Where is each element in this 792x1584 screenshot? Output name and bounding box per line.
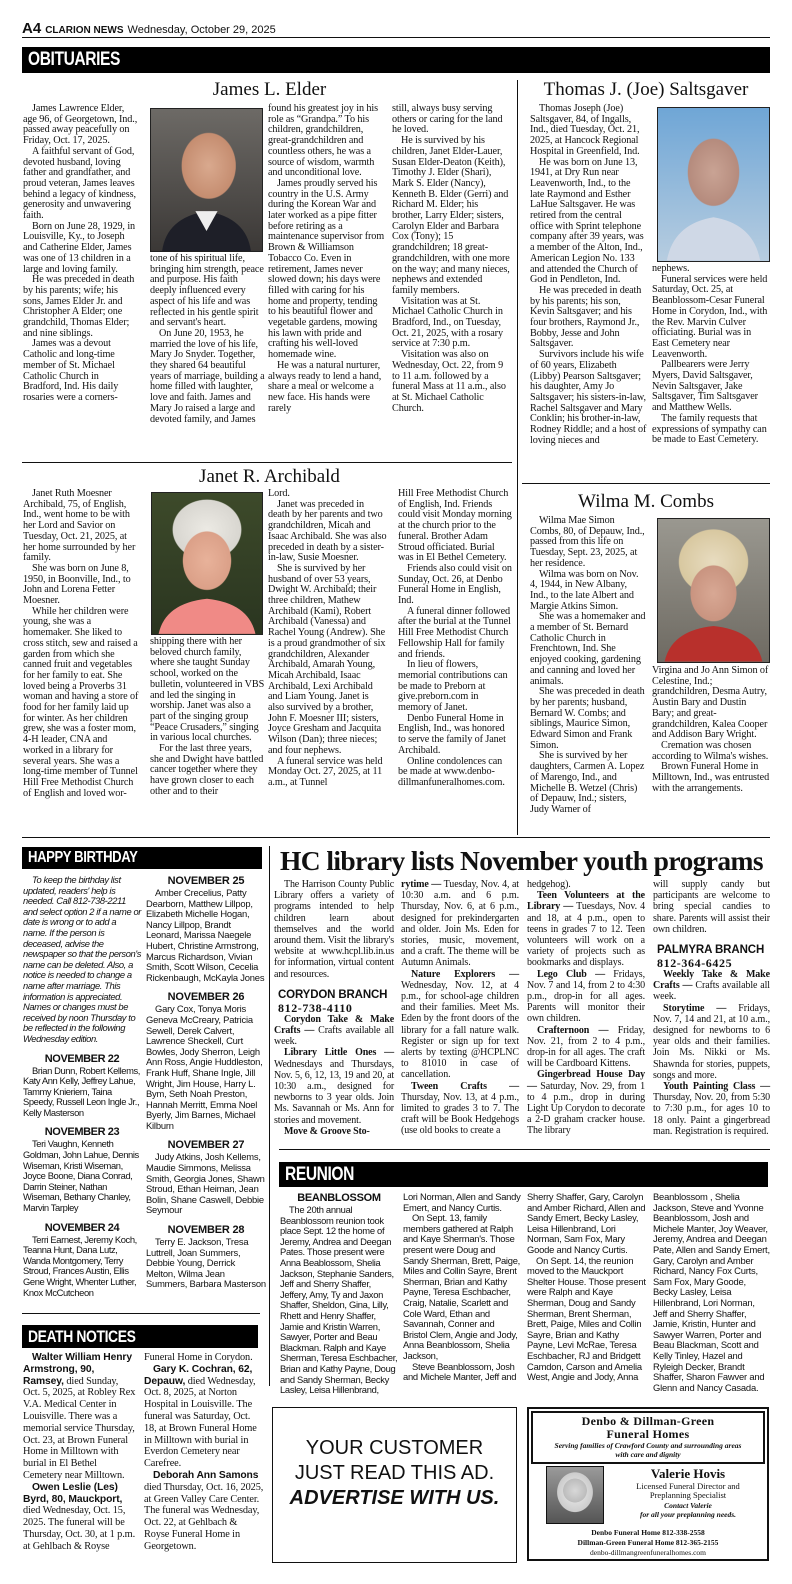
entry-text: died Thursday, Oct. 16, 2025, at Green Valley Care Center. The funeral was Wednesday, Oct. 22, at Gehlbach & Royse Funeral Home in Georgetown. bbox=[144, 1481, 264, 1552]
ad-phone-1: Denbo Funeral Home 812-338-2558 bbox=[591, 1528, 705, 1537]
entry-lead: Gingerbread House Day — bbox=[527, 1069, 645, 1092]
entry bbox=[653, 1081, 770, 1137]
date-group bbox=[146, 991, 266, 1131]
paragraph: Survivors include his wife of 60 years, Elizabeth (Libby) Pearson Saltsgaver; his daughter, Amy Jo Saltsgaver; his sisters-in-law, Rachel Saltsgaver and Mary Conklin; his brother-in-law, Rodney Riddle; and a host of loving nieces and bbox=[530, 349, 647, 446]
page-number: A4 bbox=[22, 20, 42, 37]
entry-lead: Teen Volunteers at the Library — bbox=[527, 890, 645, 913]
entry bbox=[401, 969, 519, 1081]
entry bbox=[23, 1482, 136, 1553]
funeral-home-advertisement[interactable] bbox=[527, 1407, 769, 1561]
birthday-column bbox=[23, 875, 141, 1306]
paragraph: A faithful servant of God, devoted husband, loving father and grandfather, and proud veteran, James leaves behind a legacy of kindness, generosity and unwavering faith. bbox=[23, 145, 136, 222]
obit-column bbox=[398, 489, 512, 789]
obit-column bbox=[150, 637, 267, 798]
paragraph: James was a devout Catholic and long-time member of St. Michael Catholic Church in Bradford, Ind. His daily rosaries were a corners- bbox=[23, 338, 119, 403]
entry-text: Friday, Nov. 21, from 2 to 4 p.m., drop-in for all ages. The craft will be Cardboard Kittens. bbox=[527, 1024, 645, 1070]
reunion-heading: REUNION bbox=[285, 1164, 354, 1185]
entry bbox=[401, 1081, 519, 1137]
obit-column bbox=[530, 516, 647, 816]
ad-line-3: ADVERTISE WITH US. bbox=[289, 1487, 500, 1509]
header-rule bbox=[22, 37, 770, 38]
entry-text: Thursday, Nov. 13, at 4 p.m., limited to grades 3 to 7. The craft will be Book Hedgehogs (use old books to create a bbox=[401, 1091, 519, 1137]
ad-contact-2: for all your preplanning needs. bbox=[639, 1510, 737, 1519]
entry-lead: Storytime — bbox=[663, 1002, 727, 1014]
entry bbox=[144, 1364, 264, 1470]
ad-phone-2: Dillman-Green Funeral Home 812-365-2155 bbox=[577, 1538, 719, 1547]
entry bbox=[401, 879, 519, 969]
paragraph: Hill Free Methodist Church of English, Ind. Friends could visit Monday morning at the church prior to the funeral. Brother Adam Stroud officiated. Burial was in El Bethel Cemetery. bbox=[398, 488, 512, 564]
death-notices-heading: DEATH NOTICES bbox=[28, 1327, 136, 1346]
entry-lead: Gary K. Cochran, 62, Depauw, bbox=[144, 1363, 253, 1387]
entry-lead: Crafternoon — bbox=[537, 1024, 609, 1036]
page-header bbox=[22, 20, 770, 37]
paper-name: CLARION NEWS bbox=[45, 25, 124, 36]
entry bbox=[527, 1025, 645, 1070]
paragraph: For the last three years, she and Dwight have battled cancer together where they have grown closer to each other and to their bbox=[150, 743, 264, 797]
entry bbox=[653, 1003, 770, 1081]
entry bbox=[274, 1126, 394, 1137]
section-rule bbox=[22, 1313, 260, 1314]
paragraph: still, always busy serving others or caring for the land he loved. bbox=[392, 103, 503, 136]
entry-text: Wednesdays and Thursdays, Nov. 5, 6, 12, 13, 19 and 20, at 10:30 a.m., designed for newborns to 3 year olds. Join Ms. Savannah or Ms. Ann for stories and movement. bbox=[274, 1058, 394, 1126]
branch-phone: 812-364-6425 bbox=[657, 956, 733, 971]
ad-title-2: Funeral Homes bbox=[606, 1427, 690, 1441]
date-group bbox=[23, 1126, 141, 1213]
entry-lead: Corydon Take & Make Crafts — bbox=[274, 1013, 394, 1037]
paragraph: Funeral services were held Saturday, Oct. 25, at Beanblossom-Cesar Funeral Home in Corydon, Ind., with the Rev. Marvin Culver officiating. Burial was in East Cemetery near Leavenworth. bbox=[652, 273, 768, 360]
happy-birthday-banner bbox=[22, 847, 262, 869]
paragraph: Pallbearers were Jerry Myers, David Saltsgaver, Nevin Saltsgaver, Jake Saltsgaver, Tim Saltsgaver and Matthew Wells. bbox=[652, 359, 758, 414]
reunion-column bbox=[280, 1192, 398, 1396]
paragraph: Steve Beanblossom, Josh and Michele Manter, Jeff and bbox=[403, 1360, 517, 1383]
names-list: Terri Earnest, Jeremy Koch, Teanna Hunt, Dana Lutz, Wanda Montgomery, Terry Stroud, Frances Austin, Ellis Gene Wright, Whenter Luther, Knox McCutcheon bbox=[23, 1233, 137, 1298]
birthday-instructions: To keep the birthday list updated, readers' help is needed. Call 812-738-2211 and select option 2 if a name or date is wrong or to add a name. If the person is deceased, advise the newspaper so that the person's name can be deleted. Also, a notice is needed to change a name after marriage. This information is appreciated. Names or changes must be received by noon Thursday to be reflected in the following Wednesday edition. bbox=[23, 874, 142, 1044]
entry-lead: Weekly Take & Make Crafts — bbox=[653, 969, 770, 992]
obit-photo-janet-archibald bbox=[151, 492, 263, 635]
obit-photo-wilma-combs bbox=[657, 518, 770, 663]
group-heading: NOVEMBER 24 bbox=[44, 1221, 120, 1234]
section-rule bbox=[22, 462, 512, 463]
paragraph: A funeral dinner followed after the burial at the Tunnel Hill Free Methodist Church Fellowship Hall for family and friends. bbox=[398, 605, 511, 660]
library-column bbox=[274, 879, 394, 1137]
obit-photo-thomas-saltsgaver bbox=[657, 107, 770, 262]
paragraph: She was preceded in death by her parents; husband, Bernard W. Combs; and siblings, Maurice Simon, Edward Simon and Frank Simon. bbox=[530, 686, 645, 751]
obit-title: Thomas J. (Joe) Saltsgaver bbox=[543, 79, 749, 100]
obit-column bbox=[23, 489, 139, 799]
section-rule bbox=[22, 837, 770, 838]
paragraph: tone of his spiritual life, bringing him strength, peace and purpose. His faith deeply influenced every aspect of his life and was reflected in his gentle spirit and servant's heart. bbox=[150, 253, 264, 329]
paragraph: Friends also could visit on Sunday, Oct. 26, at Denbo Funeral Home in English, Ind. bbox=[398, 562, 512, 607]
obituaries-banner bbox=[22, 47, 770, 73]
section-rule bbox=[279, 1149, 770, 1150]
entry-lead: Walter William Henry Armstrong, 90, Ramsey, bbox=[23, 1352, 132, 1387]
paragraph: She is survived by her husband of over 53 years, Dwight W. Archibald; their three children, Mathew Archibald (Kami), Robert Archibald (Vanessa) and Rachel Young (Andrew). She is a proud grandmother of six grandchildren, Alexander Archibald, Amarah Young, Micah Archibald, Isaac Archibald, Lexi Archibald and Liam Young. Janet is also survived by a brother, John F. Moesner III; sisters, Joyce Gresham and Jacquita Wilson (Dan); three nieces; and four nephews. bbox=[268, 562, 386, 756]
entry-text: died Wednesday, Oct. 8, 2025, at Norton Hospital in Louisville. The funeral was Saturday, Oct. 18, at Brown Funeral Home in Milltown with burial in Everdon Cemetery near Carefree. bbox=[144, 1375, 257, 1470]
obituaries-heading: OBITUARIES bbox=[28, 49, 120, 70]
entry bbox=[274, 1014, 394, 1048]
entry bbox=[274, 1047, 394, 1125]
entry bbox=[527, 969, 645, 1025]
entry-text: Crafts available all week. bbox=[274, 1025, 395, 1048]
library-column bbox=[653, 879, 770, 1137]
group-heading: NOVEMBER 26 bbox=[167, 991, 245, 1004]
entry-lead: Library Little Ones — bbox=[284, 1047, 394, 1059]
names-list: Gary Cox, Tonya Moris Geneva McCreary, Patricia Sewell, Derek Calvert, Lawrence Sheckell, Curt Bowles, Jody Sherron, Leigh Ann Ross, Angie Huddleston, Frank Huff, Shane Ingle, Jill Wright, Jim House, Harry L. Bym, Seth Noah Preston, Hannah Merritt, Emma Noel Byerly, Jim Barnes, Michael Kilburn bbox=[146, 1003, 263, 1131]
paragraph: Virgina and Jo Ann Simon of Celestine, Ind.; grandchildren, Desma Autry, Austin Bary and Dustin Bary; and great-grandchildren, Kalea Cooper and Addison Bary Wright. bbox=[652, 665, 769, 741]
reunion-column bbox=[403, 1192, 521, 1383]
date-group bbox=[280, 1192, 398, 1204]
date-group bbox=[146, 1224, 266, 1290]
entry-lead: Deborah Ann Samons bbox=[153, 1469, 259, 1481]
happy-birthday-heading: HAPPY BIRTHDAY bbox=[28, 849, 138, 866]
paragraph: Beanblossom , Shelia Jackson, Steve and Yvonne Beanblossom, Josh and Michele Manter, Joy Weaver, Jeremy, Andrea and Deegan Pate, Allen and Sandy Emert, Gary, Carolyn and Amber Richard, Nancy Fox Curts, Sam Fox, Mary Goode, Becky Lasley, Leisa Hillenbrand, Lori Norman, Jeff and Sherry Shaffer, Jamie, Kristin, Hunter and Sawyer Warren, Porter and Beau Blackman, Scott and Kelly Tinley, Hazel and Ryleigh Decker, Brandt Shaffer, Sharon Fawver and Glenn and Nancy Casada. bbox=[653, 1191, 770, 1393]
entry-text: Fridays, Nov. 7 and 14, from 2 to 4:30 p.m., drop-in for all ages. Parents will monitor their own children. bbox=[527, 968, 645, 1025]
paragraph: Online condolences can be made at www.denbo-dillmanfuneralhomes.com. bbox=[398, 755, 505, 788]
paragraph: He was a natural nurturer, always ready to lend a hand, share a meal or welcome a new face. His hands were rarely bbox=[268, 359, 382, 414]
ad-tagline: Serving families of Crawford County and surrounding areas with care and dignity bbox=[554, 1441, 742, 1459]
paragraph: found his greatest joy in his role as “Grandpa.” To his children, grandchildren, great-grandchildren and countless others, he was a source of wisdom, warmth and unconditional love. bbox=[268, 103, 378, 179]
ad-person-name: Valerie Hovis bbox=[650, 1466, 726, 1481]
paragraph: Janet was preceded in death by her parents and two grandchildren, Micah and Isaac Archibald. She was also preceded in death by a sister-in-law, Susie Moesner. bbox=[268, 498, 387, 564]
paragraph: On Sept. 14, the reunion moved to the Mauckport Shelter House. Those present were Ralph and Kaye Sherman, Doug and Sandy Sherman, Brent Sherman, Brett, Paige, Miles and Collin Sayre, Brian and Kathy Payne, Levi McRae, Teresa Eschbacher, RJ and Bridgett Camdon, Carson and Amelia West, Angie and Jody, Anna bbox=[527, 1254, 646, 1383]
entry-lead: Nature Explorers — bbox=[411, 968, 519, 980]
column-divider bbox=[269, 846, 270, 1386]
paragraph: Janet Ruth Moesner Archibald, 75, of English, Ind., went home to be with her Lord and Savior on Tuesday, Oct. 21, 2025, at her home surrounded by her family. bbox=[23, 488, 136, 564]
ad-title-box bbox=[531, 1411, 765, 1464]
entry-text: died Sunday, Oct. 5, 2025, at Robley Rex V.A. Medical Center in Louisville. There was a memorial service Thursday, Oct. 23, at Brown Funeral Home in Milltown with burial in El Bethel Cemetery near Milltown. bbox=[23, 1375, 136, 1481]
entry bbox=[527, 890, 645, 968]
issue-date: Wednesday, October 29, 2025 bbox=[127, 24, 276, 36]
paragraph: Thomas Joseph (Joe) Saltsgaver, 84, of Ingalls, Ind., died Tuesday, Oct. 21, 2025, at Hancock Regional Hospital in Greenfield, Ind. bbox=[530, 103, 640, 157]
entry-text: Fridays, Nov. 7, 14 and 21, at 10 a.m., designed for newborns to 6 year olds and their families. Join Ms. Nikki or Ms. Shawnda for stories, puppets, songs and more. bbox=[653, 1002, 770, 1081]
entry-lead: Lego Club — bbox=[537, 968, 605, 980]
entry-text: Wednesday, Nov. 12, at 4 p.m., for school-age children and their families. Meet Ms. Eden by the front doors of the library for a fall nature walk. Register or sign up for text alerts by texting @HCPLNC to 81010 in case of cancellation. bbox=[401, 979, 519, 1081]
reunion-column bbox=[653, 1192, 771, 1393]
branch-name: PALMYRA BRANCH bbox=[657, 944, 765, 957]
entry-lead: Youth Painting Class — bbox=[663, 1081, 770, 1093]
entry-text: Tuesday, Nov. 4, at 10:30 a.m. and 6 p.m. Thursday, Nov. 6, at 6 p.m., designed for prekindergarten and older. Join Ms. Eden for stories, music, movement, and a craft. The theme will be Autumn Animals. bbox=[401, 879, 519, 969]
ad-line-1: YOUR CUSTOMER bbox=[305, 1437, 484, 1459]
ad-title-1: Denbo & Dillman-Green bbox=[581, 1414, 715, 1428]
entry-text: Saturday, Nov. 29, from 1 to 4 p.m., drop in during Light Up Corydon to decorate a 2-D graham cracker house. The library bbox=[527, 1080, 645, 1137]
ad-person-role: Licensed Funeral Director and Preplanning Specialist bbox=[636, 1481, 740, 1500]
paragraph: The Harrison County Public Library offers a variety of programs intended to help children learn about themselves and the world around them. Visit the library's website at www.hcpl.lib.in.us for information, virtual content and resources. bbox=[274, 879, 394, 980]
group-heading: NOVEMBER 23 bbox=[44, 1126, 120, 1139]
birthday-column bbox=[146, 875, 266, 1298]
paragraph: He was preceded in death by his parents; wife; his sons, James Elder Jr. and Christopher A Elder; one grandchild, Thomas Elder; and nine siblings. bbox=[23, 274, 135, 339]
library-column bbox=[401, 879, 519, 1137]
paragraph: nephews. bbox=[652, 263, 690, 274]
obit-column bbox=[23, 104, 138, 404]
column-divider bbox=[517, 80, 518, 835]
paragraph: James proudly served his country in the U.S. Army during the Korean War and later worked as a pipe fitter before retiring as a maintenance supervisor from Brown & Williamson Tobacco Co. Even in retirement, James never slowed down; his days were filled with caring for his home and property, tending to his beautiful flower and vegetable gardens, mowing his lawn with pride and crafting his well-loved homemade wine. bbox=[268, 177, 385, 361]
entry-text: Tuesdays, Nov. 4 and 18, at 4 p.m., open to teens in grades 7 to 12. Teen volunteers will work on a variety of projects such as bookmarks and displays. bbox=[527, 901, 645, 969]
library-headline: HC library lists November youth programs bbox=[280, 845, 763, 876]
ad-line-2: JUST READ THIS AD. bbox=[294, 1462, 495, 1484]
paragraph: Wilma Mae Simon Combs, 80, of Depauw, Ind., passed from this life on Tuesday, Sept. 23, 2025, at her residence. bbox=[530, 515, 645, 569]
entry bbox=[653, 969, 770, 1003]
entry-text: died Wednesday, Oct. 15, 2025. The funeral will be Thursday, Oct. 30, at 1 p.m. at Gehlbach & Royse bbox=[23, 1505, 136, 1552]
section-rule bbox=[522, 483, 770, 484]
entry-lead: Tween Crafts — bbox=[411, 1080, 519, 1092]
entry-text: Thursday, Nov. 20, from 5:30 to 7:30 p.m., for ages 10 to 18 only. Paint a gingerbread man. Registration is required. bbox=[653, 1092, 770, 1137]
entry-lead: rytime — bbox=[401, 879, 442, 890]
paragraph: Lord. bbox=[268, 488, 290, 499]
paragraph: She was born on June 8, 1950, in Boonville, Ind., to John and Lorena Fetter Moesner. bbox=[23, 562, 131, 607]
person-silhouette-icon bbox=[658, 108, 769, 261]
paragraph: Denbo Funeral Home in English, Ind., was honored to serve the family of Janet Archibald. bbox=[398, 712, 506, 756]
obit-column bbox=[268, 104, 386, 414]
reunion-banner bbox=[279, 1162, 768, 1187]
date-group bbox=[146, 1139, 266, 1216]
names-list: Amber Crecelius, Patty Dearborn, Matthew Lillpop, Elizabeth Michelle Hogan, Nancy Lillpop, Brandt Leonard, Marissa Naegele Hubert, Christine Armstrong, Marcus Richardson, Vivian Smith, Scott Wilson, Cecelia Rickenbaugh, McKayla Jones bbox=[146, 887, 265, 983]
paragraph: Cremation was chosen according to Wilma's wishes. bbox=[652, 739, 769, 762]
entry-lead: Owen Leslie (Les) Byrd, 80, Mauckport, bbox=[23, 1481, 123, 1505]
group-heading: NOVEMBER 27 bbox=[167, 1139, 245, 1152]
names-list: Brian Dunn, Robert Kellems, Katy Ann Kelly, Jeffrey Lahue, Tammy Knieriem, Taina Speedy, Russell Leon Ingle Jr., Kelly Masterson bbox=[23, 1064, 141, 1118]
paragraph: Lori Norman, Allen and Sandy Emert, and Nancy Curtis. bbox=[403, 1191, 521, 1213]
person-silhouette-icon bbox=[151, 109, 262, 251]
group-heading: NOVEMBER 22 bbox=[44, 1052, 120, 1065]
obit-column bbox=[652, 264, 770, 446]
obit-title: Janet R. Archibald bbox=[199, 466, 340, 487]
entry-text: Crafts available all week. bbox=[653, 980, 770, 1003]
date-group bbox=[23, 1222, 141, 1299]
paragraph: A funeral service was held Monday Oct. 27, 2025, at 11 a.m., at Tunnel bbox=[268, 755, 383, 788]
death-notices-column bbox=[23, 1352, 136, 1553]
paragraph: The 20th annual Beanblossom reunion took place Sept. 12 the home of Jeremy, Andrea and Deegan Pates. Those present were Anna Beablossom, Shelia Jackson, Stephanie Sanders, Jeff and Sherry Shaffer, Jeffery, Amy, Ty and Jaxon Shaffer, Sheldon, Gina, Lilly, Rhett and Henry Shaffer, Jamie and Kristin Warren, Sawyer, Porter and Beau Blackman. Ralph and Kaye Sherman, Teresa Eschbacher, Brian and Kathy Payne, Doug and Sandy Sherman, Becky Lasley, Leisa Hillenbrand, bbox=[280, 1204, 398, 1396]
library-column bbox=[527, 879, 645, 1137]
entry bbox=[23, 1352, 136, 1482]
paragraph: Visitation was also on Wednesday, Oct. 22, from 9 to 11 a.m. followed by a funeral Mass at 11 a.m., also at St. Michael Catholic Church. bbox=[392, 349, 506, 414]
entry-lead: Move & Groove Sto- bbox=[284, 1125, 370, 1137]
branch-phone: 812-738-4110 bbox=[278, 1000, 353, 1015]
entry bbox=[144, 1470, 264, 1553]
ad-portrait bbox=[546, 1466, 604, 1524]
paragraph: She was a homemaker and a member of St. Bernard Catholic Church in Frenchtown, Ind. She enjoyed cooking, gardening and canning and loved her animals. bbox=[530, 611, 646, 687]
names-list: Terry E. Jackson, Tresa Luttrell, Joan Summers, Debbie Young, Derrick Melton, Wilma Jean Summers, Barbara Masterson bbox=[146, 1236, 266, 1290]
obit-column bbox=[652, 666, 770, 794]
group-heading: NOVEMBER 25 bbox=[167, 875, 245, 887]
group-heading: NOVEMBER 28 bbox=[167, 1224, 245, 1237]
person-silhouette-icon bbox=[658, 519, 769, 662]
date-group bbox=[23, 1053, 141, 1119]
obit-column bbox=[150, 254, 266, 425]
paragraph: Visitation was at St. Michael Catholic Church in Bradford, Ind., on Tuesday, Oct. 21, 2025, with a rosary service at 7:30 p.m. bbox=[392, 295, 503, 350]
paragraph: On Sept. 13, family members gathered at Ralph and Kaye Sherman's. Those present were Doug and Sandy Sherman, Brett, Paige, Miles and Collin Sayre, Brent Sherman, Brian and Kathy Payne, Teresa Eschbacher, Craig, Natalie, Scarlett and Cole Ward, Ethan and Savannah, Conner and Bristol Clem, Angie and Jody, Anna Beanblossom, Shelia Jackson, bbox=[403, 1212, 521, 1361]
paragraph: James Lawrence Elder, age 96, of Georgetown, Ind., passed away peacefully on Friday, Oct. 17, 2025. bbox=[23, 103, 138, 147]
names-list: Judy Atkins, Josh Kellems, Maudie Simmons, Melissa Smith, Georgia Jones, Shawn Stroud, Ethan Heiman, Jean Bolin, Shane Caswell, Debbie Seymour bbox=[146, 1151, 265, 1216]
obit-column bbox=[392, 104, 510, 414]
death-notices-column bbox=[144, 1352, 264, 1553]
paragraph: The family requests that expressions of sympathy can be made to East Cemetery. bbox=[652, 412, 767, 446]
paragraph: Funeral Home in Corydon. bbox=[144, 1352, 253, 1363]
paragraph: will supply candy but participants are welcome to bring special candies to share. Parents will assist their own children. bbox=[653, 879, 770, 935]
death-notices-banner bbox=[22, 1325, 258, 1348]
paragraph: He was preceded in death by his parents; his son, Kevin Saltsgaver; and his four brothers, Raymond Jr., Bobby, Jesse and John Saltsgaver. bbox=[530, 284, 642, 350]
branch-name: CORYDON BRANCH bbox=[278, 988, 388, 1001]
paragraph: Born on June 28, 1929, in Louisville, Ky., to Joseph and Catherine Elder, James was one of 13 children in a large and loving family. bbox=[23, 220, 136, 275]
entry bbox=[527, 1069, 645, 1136]
paragraph: Sherry Shaffer, Gary, Carolyn and Amber Richard, Allen and Sandy Emert, Becky Lasley, Leisa Hillenbrand, Lori Norman, Sam Fox, Mary Goode and Nancy Curtis. bbox=[527, 1191, 646, 1255]
obit-title: Wilma M. Combs bbox=[578, 491, 714, 512]
ad-website[interactable]: denbo-dillmangreenfuneralhomes.com bbox=[589, 1548, 706, 1557]
paragraph: In lieu of flowers, memorial contributions can be made to Preborn at give.preborn.com in memory of Janet. bbox=[398, 659, 508, 714]
ad-contact-1: Contact Valerie bbox=[664, 1501, 712, 1510]
group-heading: BEANBLOSSOM bbox=[297, 1192, 381, 1204]
paragraph: hedgehog). bbox=[527, 879, 571, 890]
date-group bbox=[146, 875, 266, 983]
paragraph: Wilma was born on Nov. 4, 1944, in New Albany, Ind., to the late Albert and Margie Atkins Simon. bbox=[530, 568, 639, 612]
paragraph: shipping there with her beloved church family, where she taught Sunday school, worked on the bulletin, volunteered in VBS and led the singing in worship. Janet was also a part of the singing group “Peace Crusaders,” singing in various local churches. bbox=[150, 636, 265, 744]
paragraph: While her children were young, she was a homemaker. She liked to cross stitch, sew and raised a garden from which she canned fruit and vegetables for her family to eat. She loved being a Proverbs 31 woman and having a store of food for her family laid up for winter. As her children grew, she was a foster mom, 4-H leader, CNA and worked in a library for several years. She was a long-time member of Tunnel Hill Free Methodist Church of English and loved wor- bbox=[23, 605, 139, 799]
reunion-column bbox=[527, 1192, 649, 1383]
paragraph: On June 20, 1953, he married the love of his life, Mary Jo Snyder. Together, they shared 64 beautiful years of marriage, building a home filled with laughter, love and faith. James and Mary Jo raised a large and devoted family, and James bbox=[150, 327, 265, 425]
paragraph: He is survived by his children, Janet Elder-Lauer, Susan Elder-Deaton (Keith), Timothy J. Elder (Shari), Mark S. Elder (Nancy), Kenneth B. Elder (Gerri) and Richard M. Elder; his brother, Larry Elder; sisters, Carolyn Elder and Barbara Cox (Tony); 15 grandchildren; 18 great-grandchildren, with one more on the way; and many nieces, nephews and extended family members. bbox=[392, 135, 510, 296]
person-silhouette-icon bbox=[152, 493, 262, 634]
obit-column bbox=[268, 489, 387, 789]
paragraph: She is survived by her daughters, Carmen A. Lopez of Marengo, Ind., and Michelle B. Wetzel (Chris) of Depauw, Ind.; sisters, Judy Warner of bbox=[530, 750, 645, 815]
obit-column bbox=[530, 104, 647, 447]
paragraph: Brown Funeral Home in Milltown, Ind., was entrusted with the arrangements. bbox=[652, 761, 770, 794]
names-list: Teri Vaughn, Kenneth Goldman, John Lahue, Dennis Wiseman, Kristi Wiseman, Joyce Boone, Diana Conrad, Darrin Steiner, Nathan Wiseman, Bethany Chanley, Marvin Tarpley bbox=[23, 1138, 139, 1214]
obit-photo-james-elder bbox=[150, 108, 263, 252]
house-advertisement[interactable] bbox=[272, 1407, 517, 1563]
obit-title: James L. Elder bbox=[212, 79, 327, 100]
paragraph: He was born on June 13, 1941, at Dry Run near Leavenworth, Ind., to the late Raymond and Esther LaHue Saltsgaver. He was retired from the central office with Sprint telephone company after 39 years, was a member of the Alton, Ind., American Legion No. 133 and attended the Church of God in Pendleton, Ind. bbox=[530, 156, 644, 286]
